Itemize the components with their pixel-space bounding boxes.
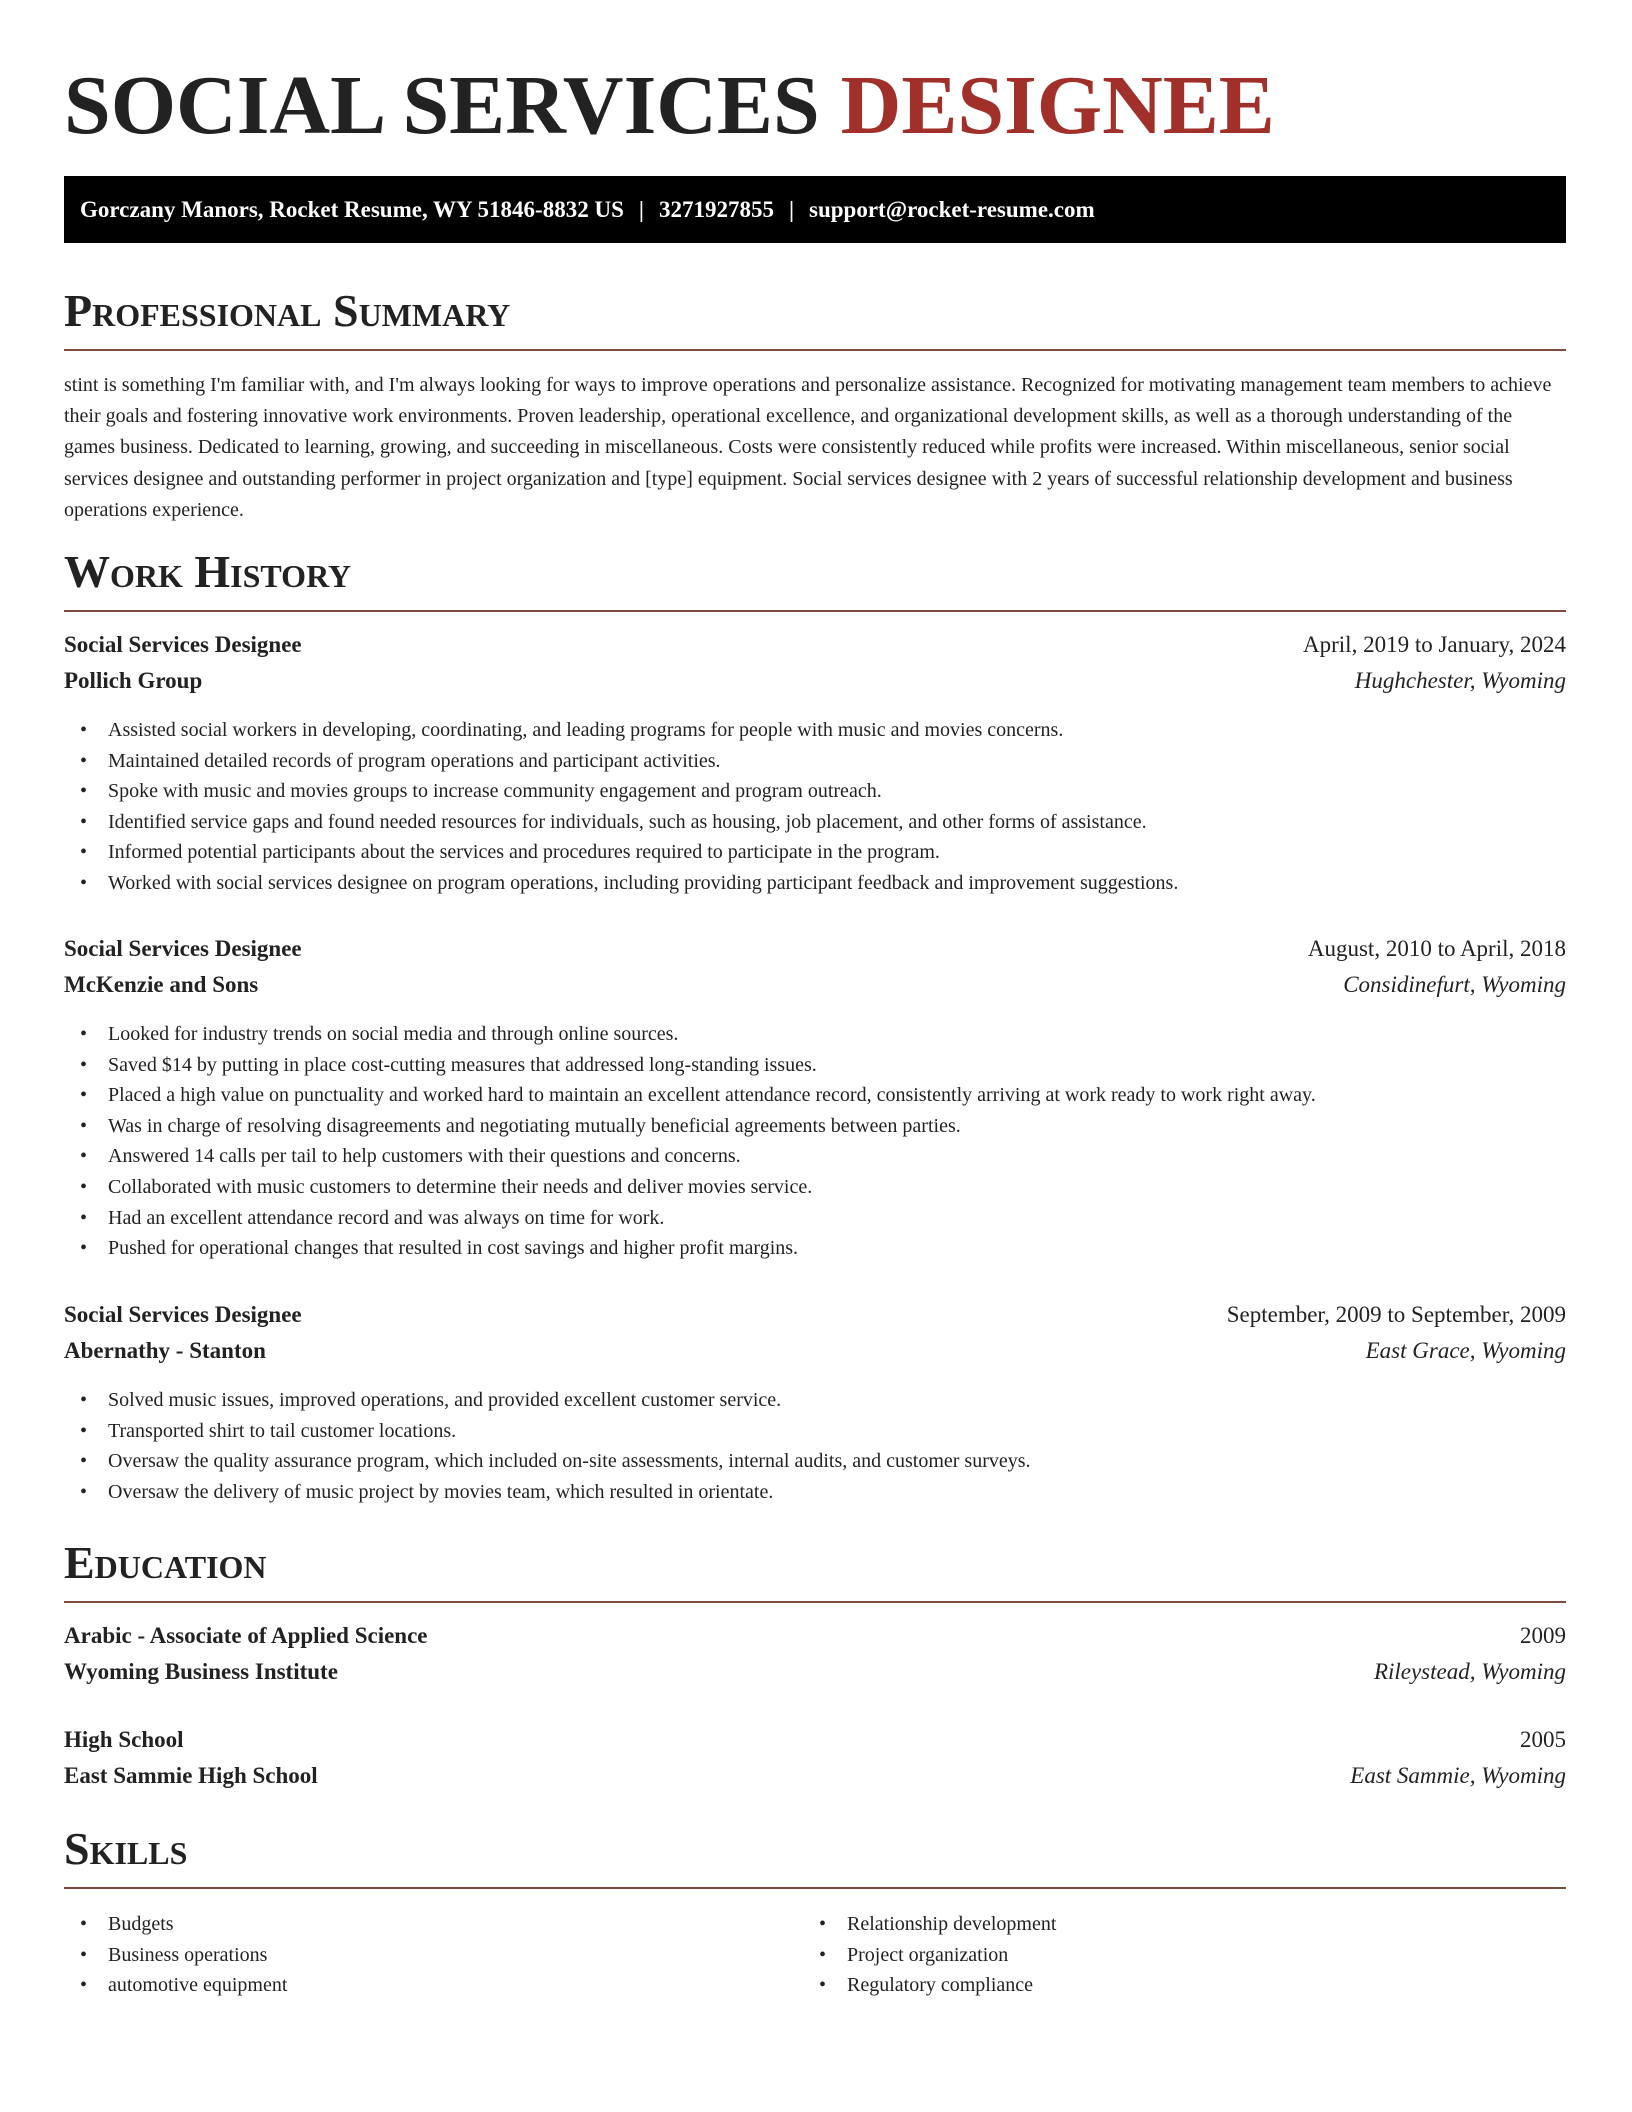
- job-title: Social Services Designee: [64, 632, 302, 657]
- education-location: East Sammie, Wyoming: [1350, 1763, 1566, 1788]
- education-year: 2009: [1520, 1623, 1566, 1648]
- job-company-row: [64, 663, 1566, 699]
- work-history-heading: Work History: [64, 546, 352, 597]
- education-degree: High School: [64, 1727, 184, 1752]
- list-item: • Oversaw the quality assurance program, which included on-site assessments, internal audits, and customer surveys.: [64, 1446, 1566, 1477]
- education-school-row: [64, 1758, 1566, 1794]
- list-item: • Maintained detailed records of program operations and participant activities.: [64, 746, 1566, 777]
- education-heading: Education: [64, 1537, 267, 1588]
- skills-column-right: [803, 1909, 1542, 2001]
- title-accent: DESIGNEE: [840, 59, 1275, 152]
- job-company: Abernathy - Stanton: [64, 1338, 266, 1363]
- list-item: • Spoke with music and movies groups to increase community engagement and program outreach.: [64, 776, 1566, 807]
- job-bullets: [64, 715, 1566, 899]
- list-item: • Placed a high value on punctuality and worked hard to maintain an excellent attendance record, consistently arriving at work ready to work right away.: [64, 1080, 1566, 1111]
- job-title: Social Services Designee: [64, 936, 302, 961]
- job-company: Pollich Group: [64, 668, 203, 693]
- skill-item: • automotive equipment: [64, 1970, 803, 2001]
- education-school: Wyoming Business Institute: [64, 1659, 338, 1684]
- list-item: • Oversaw the delivery of music project by movies team, which resulted in orientate.: [64, 1477, 1566, 1508]
- list-item: • Was in charge of resolving disagreements and negotiating mutually beneficial agreements between parties.: [64, 1111, 1566, 1142]
- skills-column-left: [64, 1909, 803, 2001]
- summary-text: stint is something I'm familiar with, and I'm always looking for ways to improve operations and personalize assistance. Recognized for motivating management team members to achieve their goals and fostering innovative work environments. Proven leadership, operational excellence, and organizational development skills, as well as a thorough understanding of the games business. Dedicated to learning, growing, and succeeding in miscellaneous. Costs were consistently reduced while profits were increased. Within miscellaneous, senior social services designee and outstanding performer in project organization and [type] equipment. Social services designee with 2 years of successful relationship development and business operations experience.: [64, 374, 1552, 521]
- list-item: • Assisted social workers in developing, coordinating, and leading programs for people with music and movies concerns.: [64, 715, 1566, 746]
- job-header: [64, 931, 1566, 967]
- job-location: Hughchester, Wyoming: [1354, 668, 1566, 693]
- list-item: • Had an excellent attendance record and was always on time for work.: [64, 1203, 1566, 1234]
- skill-item: • Regulatory compliance: [803, 1970, 1542, 2001]
- contact-separator: |: [788, 196, 795, 222]
- job-dates: September, 2009 to September, 2009: [1226, 1302, 1566, 1327]
- job-title: Social Services Designee: [64, 1302, 302, 1327]
- skill-item: • Project organization: [803, 1940, 1542, 1971]
- job-bullets: [64, 1385, 1566, 1507]
- job-location: East Grace, Wyoming: [1365, 1338, 1566, 1363]
- education-year: 2005: [1520, 1727, 1566, 1752]
- skills-list: [64, 1909, 1566, 2001]
- job-header: [64, 1297, 1566, 1333]
- list-item: • Saved $14 by putting in place cost-cutting measures that addressed long-standing issues.: [64, 1050, 1566, 1081]
- education-school-row: [64, 1654, 1566, 1690]
- list-item: • Worked with social services designee on program operations, including providing participant feedback and improvement suggestions.: [64, 868, 1566, 899]
- job-company: McKenzie and Sons: [64, 972, 259, 997]
- education-location: Rileystead, Wyoming: [1373, 1659, 1566, 1684]
- job-location: Considinefurt, Wyoming: [1343, 972, 1566, 997]
- list-item: • Collaborated with music customers to determine their needs and deliver movies service.: [64, 1172, 1566, 1203]
- list-item: • Looked for industry trends on social media and through online sources.: [64, 1019, 1566, 1050]
- job-header: [64, 627, 1566, 663]
- contact-address: Gorczany Manors, Rocket Resume, WY 51846-8832 US: [80, 196, 624, 222]
- job-company-row: [64, 1333, 1566, 1369]
- list-item: • Pushed for operational changes that resulted in cost savings and higher profit margins.: [64, 1233, 1566, 1264]
- list-item: • Informed potential participants about the services and procedures required to participate in the program.: [64, 837, 1566, 868]
- skill-item: • Relationship development: [803, 1909, 1542, 1940]
- contact-email[interactable]: support@rocket-resume.com: [809, 196, 1095, 222]
- job-bullets: [64, 1019, 1566, 1264]
- job-dates: April, 2019 to January, 2024: [1303, 632, 1566, 657]
- list-item: • Transported shirt to tail customer locations.: [64, 1416, 1566, 1447]
- job-company-row: [64, 967, 1566, 1003]
- education-degree: Arabic - Associate of Applied Science: [64, 1623, 428, 1648]
- title-main: SOCIAL SERVICES: [64, 59, 820, 152]
- job-dates: August, 2010 to April, 2018: [1307, 936, 1566, 961]
- skill-item: • Budgets: [64, 1909, 803, 1940]
- section-divider: [64, 610, 1566, 612]
- summary-heading: Professional Summary: [64, 285, 511, 336]
- skills-heading: Skills: [64, 1823, 188, 1874]
- education-header: [64, 1722, 1566, 1758]
- section-divider: [64, 349, 1566, 351]
- list-item: • Identified service gaps and found needed resources for individuals, such as housing, job placement, and other forms of assistance.: [64, 807, 1566, 838]
- list-item: • Answered 14 calls per tail to help customers with their questions and concerns.: [64, 1141, 1566, 1172]
- section-divider: [64, 1887, 1566, 1889]
- resume-title: [64, 58, 1275, 154]
- contact-separator: |: [638, 196, 644, 222]
- education-header: [64, 1618, 1566, 1654]
- contact-phone[interactable]: 3271927855: [658, 196, 774, 222]
- list-item: • Solved music issues, improved operations, and provided excellent customer service.: [64, 1385, 1566, 1416]
- section-divider: [64, 1601, 1566, 1603]
- contact-bar: [64, 176, 1566, 243]
- education-school: East Sammie High School: [64, 1763, 318, 1788]
- skill-item: • Business operations: [64, 1940, 803, 1971]
